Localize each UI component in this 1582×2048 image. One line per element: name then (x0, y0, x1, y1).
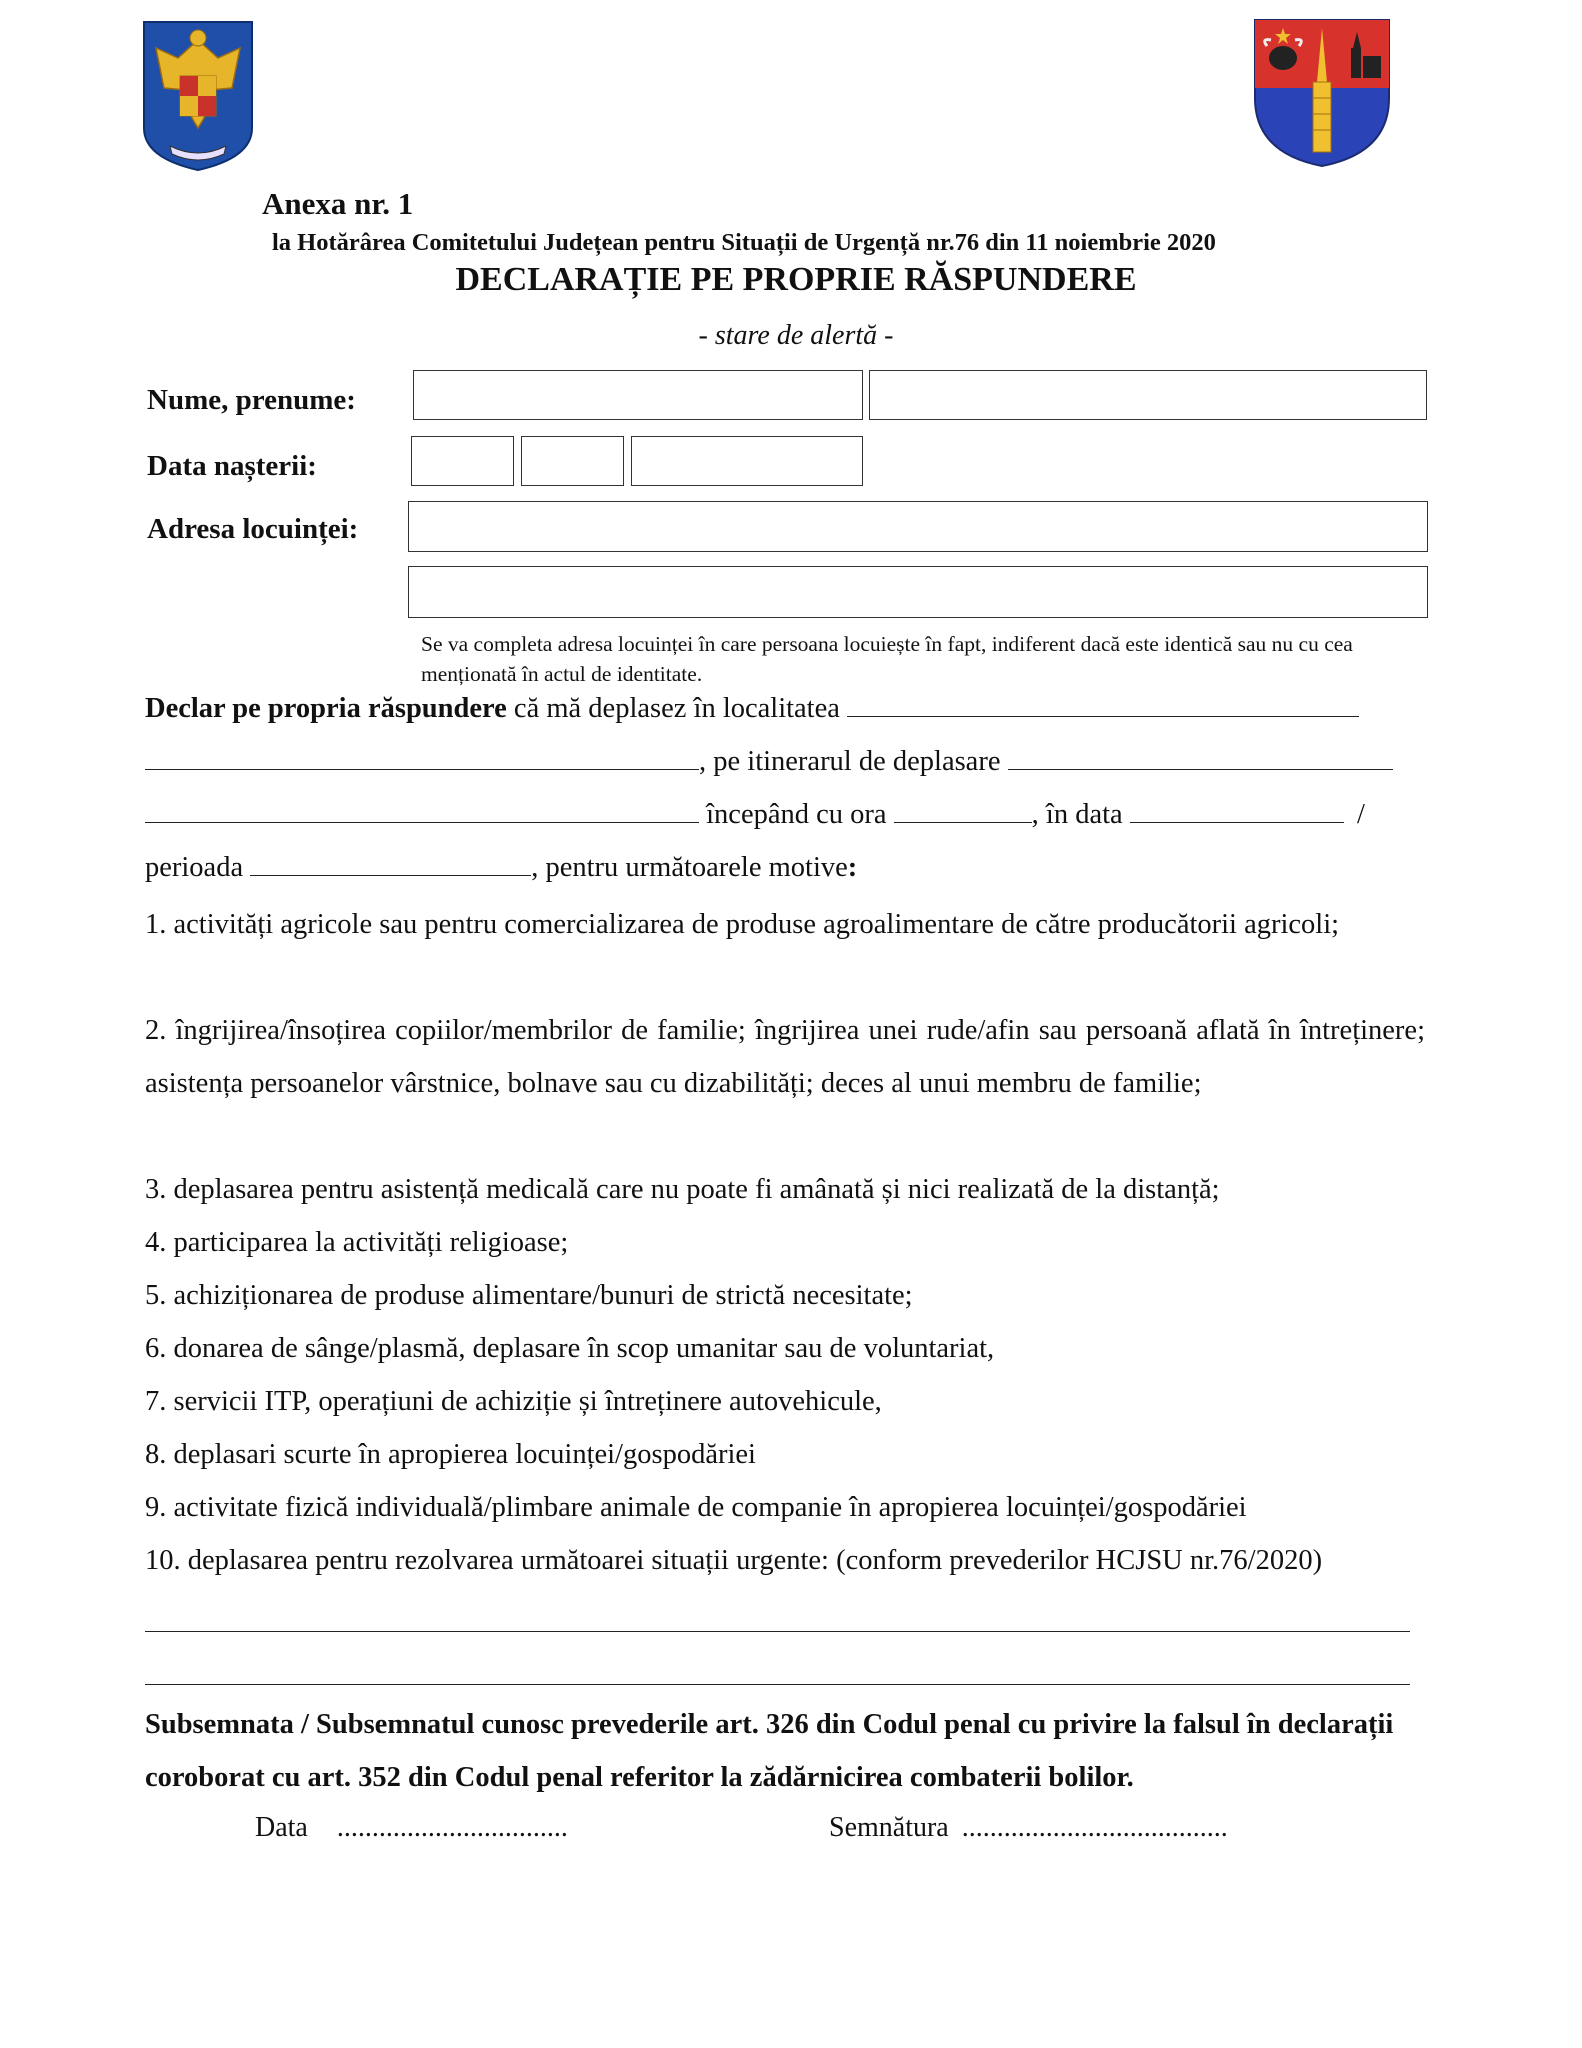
reasons-intro: , pentru următoarele motive (531, 852, 848, 883)
itinerary-blank[interactable] (1008, 745, 1393, 770)
reason-item-5: 5. achiziționarea de produse alimentare/bunuri de strictă necesitate; (145, 1280, 913, 1311)
birth-year-field[interactable] (631, 436, 863, 486)
legal-statement: Subsemnata / Subsemnatul cunosc prevederile art. 326 din Codul penal cu privire la falsul în declarații coroborat cu art. 352 din Codul penal referitor la zădărnicirea combaterii bolilor. (145, 1709, 1394, 1793)
reason-item-8: 8. deplasari scurte în apropierea locuinței/gospodăriei (145, 1439, 756, 1470)
decision-reference: la Hotărârea Comitetului Județean pentru Situații de Urgență nr.76 din 11 noiembrie 2020 (272, 229, 1216, 256)
urgent-situation-blank-2[interactable] (145, 1684, 1410, 1685)
date-slash: / (1356, 799, 1365, 830)
reason-item-4: 4. participarea la activități religioase; (145, 1227, 569, 1258)
itinerary-continued-blank[interactable] (145, 798, 699, 823)
period-label: perioada (145, 852, 244, 883)
reason-item-7: 7. servicii ITP, operațiuni de achiziție și întreținere autovehicule, (145, 1386, 882, 1417)
declaration-line-1-text: că mă deplasez în localitatea (506, 693, 840, 724)
address-field-line-1[interactable] (408, 501, 1428, 552)
reason-item-2: 2. îngrijirea/însoțirea copiilor/membrilor de familie; îngrijirea unei rude/afin sau persoană aflată în întreținere; asistența persoanelor vârstnice, bolnave sau cu dizabilități; deces al unui membru de familie; (145, 1015, 1425, 1099)
page-title: DECLARAȚIE PE PROPRIE RĂSPUNDERE (455, 261, 1137, 298)
first-name-field[interactable] (869, 370, 1427, 420)
locality-blank[interactable] (847, 692, 1359, 717)
start-time-label: începând cu ora (699, 799, 887, 830)
address-label: Adresa locuinței: (147, 513, 359, 545)
address-field-line-2[interactable] (408, 566, 1428, 618)
last-name-field[interactable] (413, 370, 863, 420)
declaration-line-3 (145, 798, 1365, 831)
birth-day-field[interactable] (411, 436, 514, 486)
annex-title: Anexa nr. 1 (262, 186, 414, 221)
reason-item-1: 1. activități agricole sau pentru comercializarea de produse agroalimentare de către producătorii agricoli; (145, 909, 1340, 940)
period-blank[interactable] (250, 851, 531, 876)
reason-item-9: 9. activitate fizică individuală/plimbare animale de companie în apropierea locuinței/gospodăriei (145, 1492, 1247, 1523)
page-subtitle: - stare de alertă - (698, 320, 894, 351)
birth-date-label: Data nașterii: (147, 450, 317, 482)
reason-item-6: 6. donarea de sânge/plasmă, deplasare în scop umanitar sau de voluntariat, (145, 1333, 995, 1364)
date-field-label: Data (255, 1812, 308, 1843)
start-time-blank[interactable] (894, 798, 1032, 823)
reasons-intro-colon: : (847, 852, 858, 883)
signature-date-row (255, 1812, 568, 1844)
itinerary-label: , pe itinerarul de deplasare (699, 746, 1001, 777)
signature-dots-field[interactable]: ...................................... (961, 1812, 1228, 1843)
name-label: Nume, prenume: (147, 384, 356, 416)
date-dots-field[interactable]: ................................. (336, 1812, 568, 1843)
travel-date-blank[interactable] (1130, 798, 1344, 823)
urgent-situation-blank-1[interactable] (145, 1631, 1410, 1632)
date-label: , în data (1031, 799, 1123, 830)
signature-row (829, 1812, 1228, 1844)
declaration-line-1 (145, 692, 1359, 725)
romania-coat-of-arms-icon (140, 18, 256, 173)
address-note: Se va completa adresa locuinței în care persoana locuiește în fapt, indiferent dacă este identică sau nu cu cea menționată în actul de identitate. (421, 632, 1353, 686)
declaration-bold-start: Declar pe propria răspundere (145, 693, 507, 724)
declaration-line-2 (145, 745, 1393, 778)
reason-item-3: 3. deplasarea pentru asistență medicală care nu poate fi amânată și nici realizată de la distanță; (145, 1174, 1220, 1205)
locality-continued-blank[interactable] (145, 745, 699, 770)
reason-item-10: 10. deplasarea pentru rezolvarea următoarei situații urgente: (conform prevederilor HCJSU nr.76/2020) (145, 1545, 1323, 1576)
signature-label: Semnătura (829, 1812, 949, 1843)
declaration-line-4 (145, 851, 857, 884)
county-coat-of-arms-icon (1253, 18, 1391, 168)
birth-month-field[interactable] (521, 436, 624, 486)
